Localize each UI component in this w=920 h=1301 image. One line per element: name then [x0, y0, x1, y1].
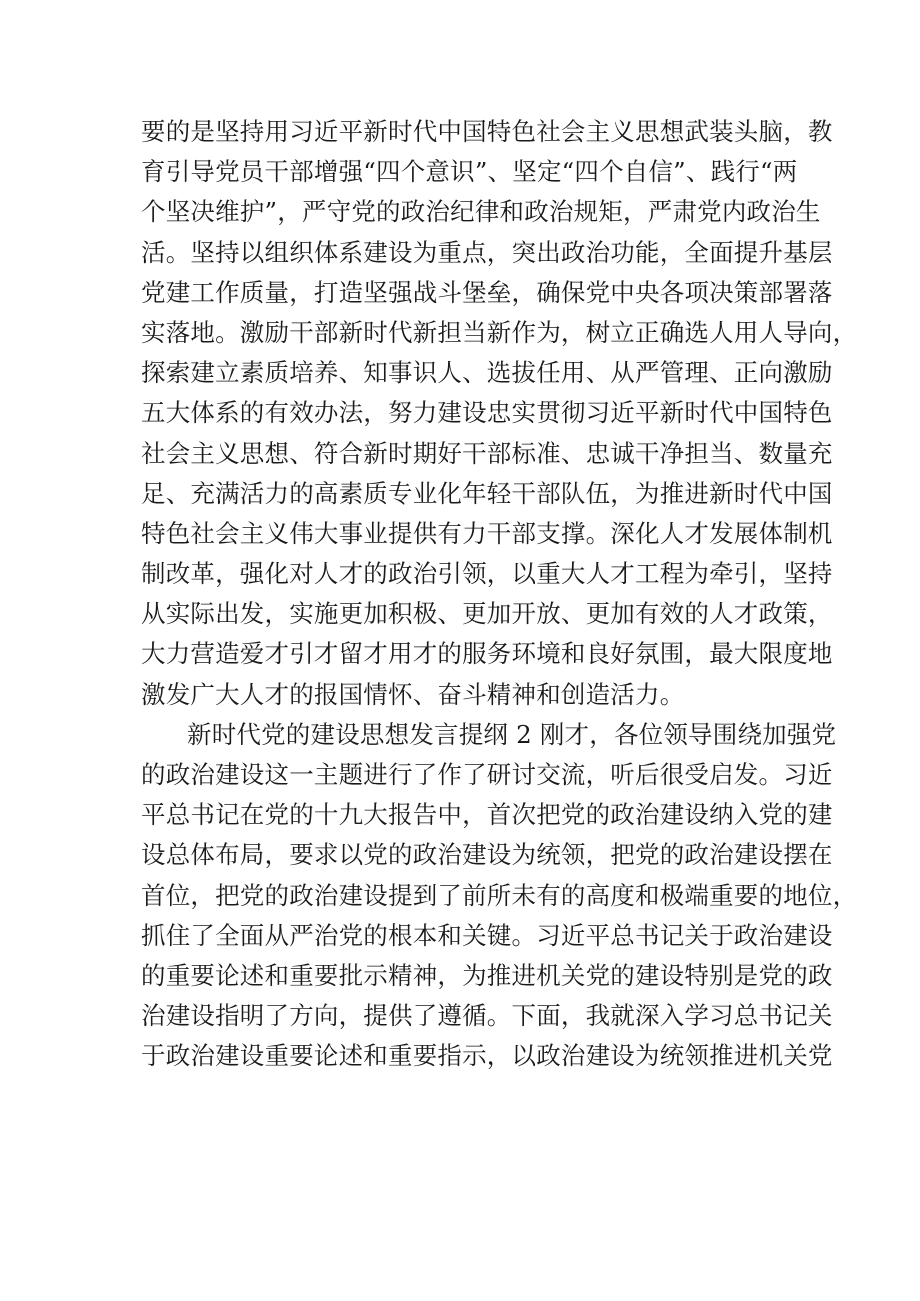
text-line: 特色社会主义伟大事业提供有力干部支撑。深化人才发展体制机 [141, 518, 833, 548]
text-line: 足、充满活力的高素质专业化年轻干部队伍，为推进新时代中国 [141, 478, 833, 508]
text-line: 个坚决维护”，严守党的政治纪律和政治规矩，严肃党内政治生 [141, 197, 821, 227]
text-line: 治建设指明了方向，提供了遵循。下面，我就深入学习总书记关 [141, 1001, 833, 1031]
text-line: 抓住了全面从严治党的根本和关键。习近平总书记关于政治建设 [141, 920, 833, 950]
text-line: 社会主义思想、符合新时期好干部标准、忠诚干净担当、数量充 [141, 438, 833, 468]
text-line: 平总书记在党的十九大报告中，首次把党的政治建设纳入党的建 [141, 800, 833, 830]
text-line: 活。坚持以组织体系建设为重点，突出政治功能，全面提升基层 [141, 237, 833, 267]
document-body [141, 112, 858, 1077]
text-line: 五大体系的有效办法，努力建设忠实贯彻习近平新时代中国特色 [141, 398, 833, 428]
text-line: 大力营造爱才引才留才用才的服务环境和良好氛围，最大限度地 [141, 639, 833, 669]
text-line: 新时代党的建设思想发言提纲 2 刚才，各位领导围绕加强党 [187, 719, 837, 749]
text-line: 的政治建设这一主题进行了作了研讨交流，听后很受启发。习近 [141, 760, 833, 789]
text-line: 激发广大人才的报国情怀、奋斗精神和创造活力。 [141, 679, 685, 709]
text-line: 从实际出发，实施更加积极、更加开放、更加有效的人才政策， [141, 599, 833, 629]
text-line: 育引导党员干部增强“四个意识”、坚定“四个自信”、践行“两 [141, 157, 798, 187]
paragraph-2 [141, 715, 858, 1077]
text-line: 的重要论述和重要批示精神，为推进机关党的建设特别是党的政 [141, 960, 833, 990]
text-line: 党建工作质量，打造坚强战斗堡垒，确保党中央各项决策部署落 [141, 277, 833, 307]
text-line: 制改革，强化对人才的政治引领，以重大人才工程为牵引，坚持 [141, 559, 833, 589]
paragraph-1 [141, 112, 858, 715]
text-line: 首位，把党的政治建设提到了前所未有的高度和极端重要的地位， [141, 880, 858, 910]
text-line: 实落地。激励干部新时代新担当新作为，树立正确选人用人导向， [141, 317, 858, 347]
text-line: 探索建立素质培养、知事识人、选拔任用、从严管理、正向激励 [141, 358, 833, 388]
text-line: 于政治建设重要论述和重要指示，以政治建设为统领推进机关党 [141, 1041, 833, 1071]
text-line: 设总体布局，要求以党的政治建设为统领，把党的政治建设摆在 [141, 840, 833, 870]
text-line: 要的是坚持用习近平新时代中国特色社会主义思想武装头脑，教 [141, 117, 833, 146]
